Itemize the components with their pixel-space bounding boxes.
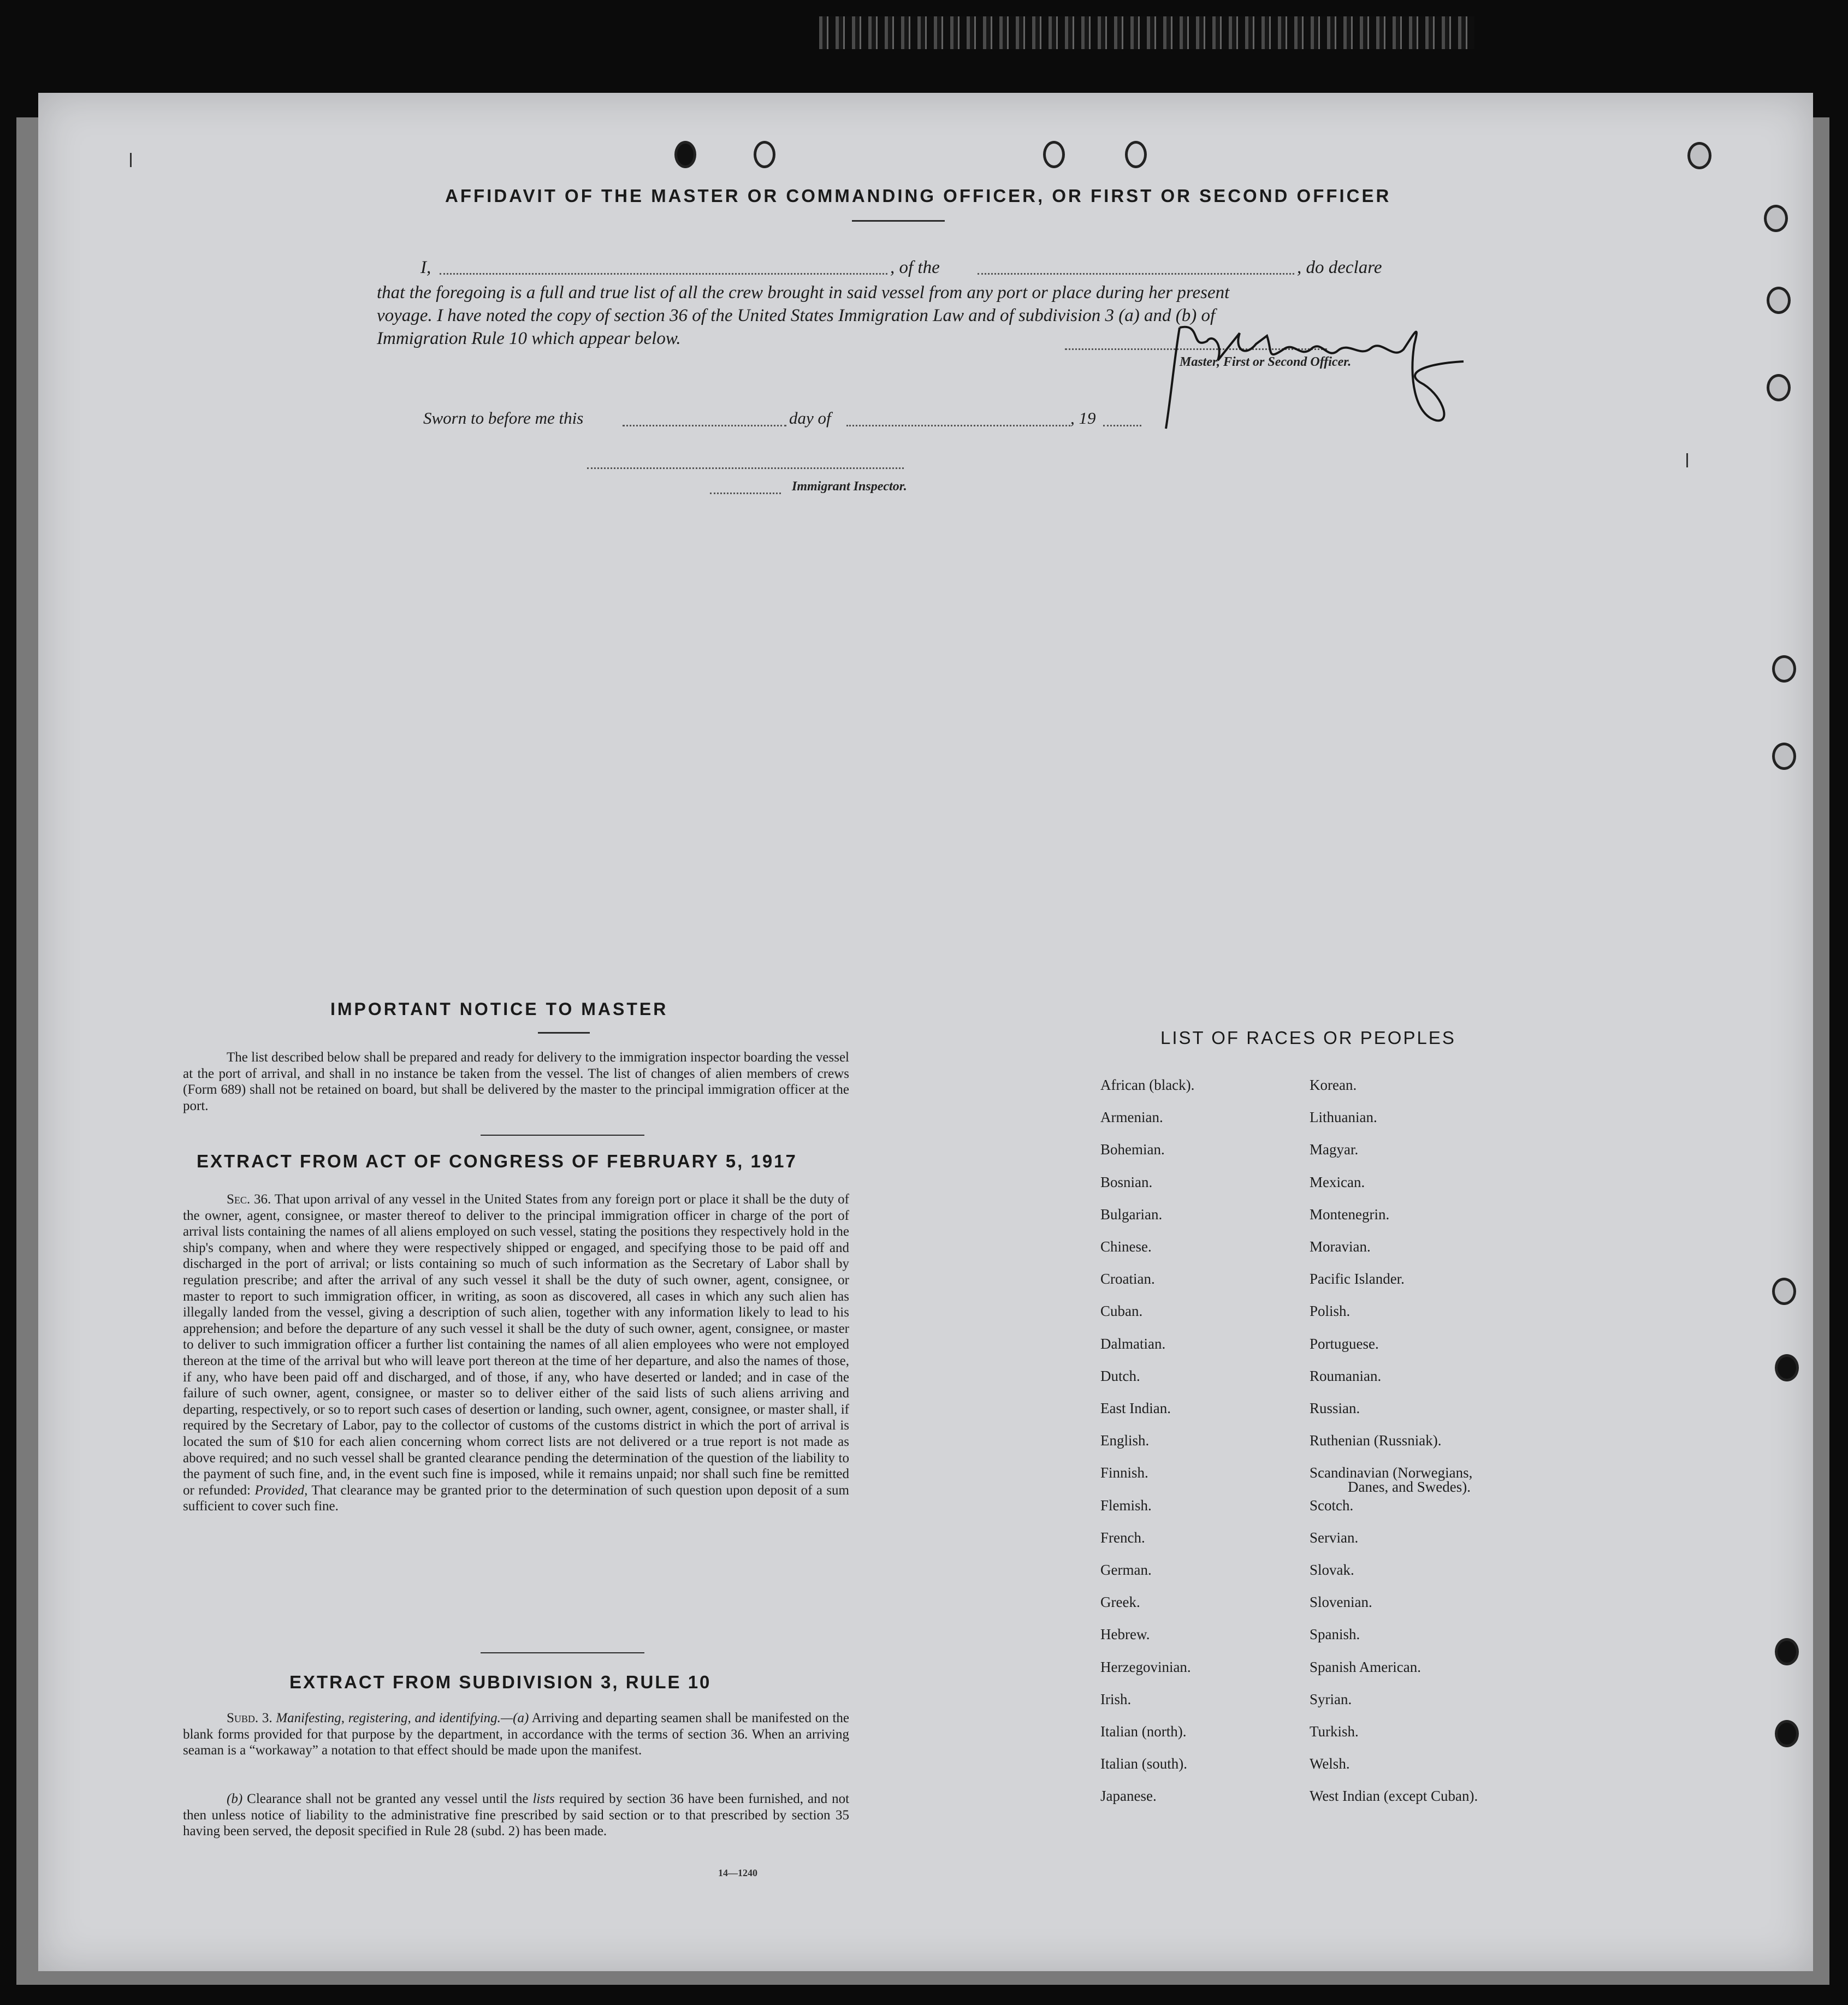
rule-heading: EXTRACT FROM SUBDIVISION 3, RULE 10	[289, 1672, 712, 1692]
notice-heading: IMPORTANT NOTICE TO MASTER	[330, 999, 668, 1019]
vessel-name-blank	[978, 273, 1294, 275]
race-left-item: Greek.	[1100, 1594, 1140, 1611]
sworn-day-blank	[623, 425, 786, 426]
race-left-item: Japanese.	[1100, 1788, 1157, 1805]
race-left-item: Cuban.	[1100, 1303, 1143, 1320]
rule-subd-b	[183, 1791, 849, 1840]
race-left-item: Croatian.	[1100, 1271, 1155, 1288]
race-right-item: Servian.	[1310, 1529, 1359, 1546]
race-right-item: Scandinavian (Norwegians,	[1310, 1464, 1473, 1481]
affidavit-line2: that the foregoing is a full and true list of all the crew brought in said vessel from any port or place during her present	[377, 283, 1230, 302]
race-left-item: Herzegovinian.	[1100, 1658, 1191, 1675]
race-left-item: Italian (north).	[1100, 1723, 1187, 1740]
heading-rule	[538, 1032, 590, 1034]
rule-b-text-1: Clearance shall not be granted any vessel until the	[247, 1792, 529, 1806]
races-left-column	[1100, 1077, 1319, 1918]
binder-hole	[1775, 1638, 1799, 1665]
rule-a-text: Arriving and departing seamen shall be manifested on the blank forms provided for that purpose by the department, in accordance with the terms of section 36. When an arriving seaman is a “workaway” a notation to that effect should be made upon the manifest.	[183, 1711, 849, 1758]
officer-signature	[1158, 311, 1496, 437]
race-right-item: Roumanian.	[1310, 1367, 1382, 1384]
race-right-item: Portuguese.	[1310, 1335, 1379, 1352]
race-left-item: English.	[1100, 1432, 1150, 1449]
race-left-item: Flemish.	[1100, 1497, 1152, 1514]
binder-hole	[674, 141, 696, 168]
affidavit-line1-i: I,	[420, 258, 431, 277]
race-right-item: Russian.	[1310, 1400, 1360, 1416]
binder-hole	[1767, 287, 1791, 314]
race-right-item: Scotch.	[1310, 1497, 1354, 1514]
rule-subd-title: Manifesting, registering, and identifying.	[276, 1711, 501, 1725]
rule-subd-label: Subd. 3.	[227, 1711, 273, 1725]
race-right-item: Syrian.	[1310, 1690, 1352, 1707]
race-right-item: Pacific Islander.	[1310, 1271, 1405, 1288]
race-left-item: French.	[1100, 1529, 1145, 1546]
race-right-item: Slovak.	[1310, 1562, 1354, 1578]
race-right-item: Polish.	[1310, 1303, 1351, 1320]
binder-hole	[1767, 374, 1791, 401]
sworn-year: , 19	[1070, 408, 1096, 428]
race-right-item: West Indian (except Cuban).	[1310, 1788, 1478, 1805]
race-left-item: Bosnian.	[1100, 1173, 1153, 1190]
binder-hole	[754, 141, 775, 168]
race-right-item: Spanish.	[1310, 1626, 1360, 1643]
race-right-item-continuation: Danes, and Swedes).	[1348, 1479, 1471, 1496]
affidavit-line4: Immigration Rule 10 which appear below.	[377, 329, 681, 348]
form-number: 14—1240	[718, 1867, 757, 1878]
rule-b-label: (b)	[227, 1792, 243, 1806]
rule-a-label: —(a)	[500, 1711, 529, 1725]
race-left-item: Bohemian.	[1100, 1141, 1165, 1158]
sworn-day-of: day of	[789, 408, 831, 428]
race-right-item: Mexican.	[1310, 1173, 1365, 1190]
race-left-item: German.	[1100, 1562, 1152, 1578]
race-left-item: Armenian.	[1100, 1109, 1163, 1126]
inspector-caption: Immigrant Inspector.	[792, 479, 907, 494]
race-left-item: Chinese.	[1100, 1238, 1152, 1255]
binder-hole	[1125, 141, 1147, 168]
race-left-item: East Indian.	[1100, 1400, 1171, 1416]
act-text	[183, 1191, 849, 1515]
form-page	[38, 93, 1813, 1971]
races-right-column	[1310, 1077, 1583, 1918]
margin-mark	[130, 153, 132, 167]
affidavit-line3: voyage. I have noted the copy of section 36 of the United States Immigration Law and of subdivision 3 (a) and (b) of	[377, 306, 1216, 325]
binder-hole	[1043, 141, 1065, 168]
race-left-item: Finnish.	[1100, 1464, 1148, 1481]
rule-b-text-2: required by section 36 have been furnished, and not then unless notice of liability to the administrative fine prescribed by said section or to that prescribed by section 35 having been served, the deposit specified in Rule 28 (subd. 2) has been made.	[183, 1792, 850, 1839]
notice-text: The list described below shall be prepared and ready for delivery to the immigration inspector boarding the vessel at the port of arrival, and shall in no instance be taken from the vessel. The list of changes of alien members of crews (Form 689) shall not be retained on board, but shall be delivered by the master to the principal immigration officer at the port.	[183, 1050, 849, 1113]
race-right-item: Magyar.	[1310, 1141, 1359, 1158]
binder-hole	[1772, 655, 1796, 683]
binder-hole	[1775, 1720, 1799, 1747]
races-heading: LIST OF RACES OR PEOPLES	[1160, 1028, 1456, 1048]
race-left-item: African (black).	[1100, 1077, 1195, 1093]
race-right-item: Welsh.	[1310, 1755, 1350, 1772]
heading-rule	[852, 220, 945, 222]
margin-mark	[1686, 453, 1688, 467]
section-rule	[481, 1652, 644, 1653]
race-left-item: Irish.	[1100, 1690, 1132, 1707]
act-body: That upon arrival of any vessel in the United States from any foreign port or place it shall be the duty of the owner, agent, consignee, or master thereof to deliver to the principal immigration officer in charge of the port of arrival lists containing the names of all aliens employed on such vessel, stating the positions they respectively hold in the ship's company, when and where they were respectively shipped or engaged, and specifying those to be paid off and discharged in the port of arrival; or lists containing so much of such information as the Secretary of Labor shall by regulation prescribe; and after the arrival of any such vessel it shall be the duty of such owner, agent, consignee, or master to report to such immigration officer, in writing, as soon as discovered, all cases in which any such alien has illegally landed from the vessel, giving a description of such alien, together with any information likely to lead to his apprehension; and before the departure of any such vessel it shall be the duty of such owner, agent, consignee, or master to deliver to such immigration officer a further list containing the names of all alien employees who were not employed thereon at the time of the arrival but who will leave port thereon at the time of her departure, and also the names of those, if any, who have been paid off and discharged, and of those, if any, who have deserted or landed; and in case of the failure of such owner, agent, consignee, or master so to deliver either of the said lists of such aliens arriving and departing, respectively, or so to report such cases of desertion or landing, such owner, agent, consignee, or master shall, if required by the Secretary of Labor, pay to the collector of customs of the customs district in which the port of arrival is located the sum of $10 for each alien concerning whom correct lists are not delivered or a true report is not made as above required; and no such vessel shall be granted clearance pending the determination of the question of the liability to the payment of such fine, and, in the event such fine is imposed, while it remains unpaid; nor shall such fine be remitted or refunded:	[183, 1192, 849, 1498]
act-heading: EXTRACT FROM ACT OF CONGRESS OF FEBRUARY 5, 1917	[197, 1151, 797, 1171]
act-provided: Provided,	[254, 1482, 308, 1498]
section-rule	[481, 1135, 644, 1136]
affidavit-heading: AFFIDAVIT OF THE MASTER OR COMMANDING OFFICER, OR FIRST OR SECOND OFFICER	[445, 186, 1391, 206]
sworn-month-blank	[846, 425, 1070, 426]
sworn-year-blank	[1103, 425, 1141, 426]
binder-hole	[1687, 142, 1711, 169]
race-right-item: Slovenian.	[1310, 1594, 1372, 1611]
binder-hole	[1775, 1354, 1799, 1381]
affidavit-line1-declare: , do declare	[1297, 258, 1382, 277]
race-right-item: Lithuanian.	[1310, 1109, 1377, 1126]
scan-edge-artifact	[819, 16, 1474, 49]
binder-hole	[1772, 1278, 1796, 1305]
rule-subd-a	[183, 1710, 849, 1759]
race-left-item: Hebrew.	[1100, 1626, 1150, 1643]
inspector-line-lead	[710, 493, 781, 494]
race-right-item: Montenegrin.	[1310, 1206, 1390, 1223]
race-left-item: Bulgarian.	[1100, 1206, 1163, 1223]
race-left-item: Dalmatian.	[1100, 1335, 1166, 1352]
race-right-item: Korean.	[1310, 1077, 1357, 1093]
race-right-item: Spanish American.	[1310, 1658, 1421, 1675]
race-left-item: Dutch.	[1100, 1367, 1140, 1384]
binder-hole	[1772, 743, 1796, 770]
race-right-item: Turkish.	[1310, 1723, 1359, 1740]
race-right-item: Ruthenian (Russniak).	[1310, 1432, 1442, 1449]
race-right-item: Moravian.	[1310, 1238, 1371, 1255]
sworn-prefix: Sworn to before me this	[423, 408, 584, 428]
act-section-label: Sec. 36.	[227, 1192, 271, 1207]
officer-caption: Master, First or Second Officer.	[1180, 355, 1352, 369]
inspector-signature-line	[587, 467, 904, 469]
rule-b-lists: lists	[532, 1792, 555, 1806]
act-body-end: That clearance may be granted prior to the determination of such question upon deposit of a sum sufficient to cover such fine.	[183, 1482, 850, 1514]
affidavit-line1-of-the: , of the	[890, 258, 940, 277]
binder-hole	[1764, 205, 1788, 232]
master-name-blank	[440, 273, 887, 275]
race-left-item: Italian (south).	[1100, 1755, 1187, 1772]
